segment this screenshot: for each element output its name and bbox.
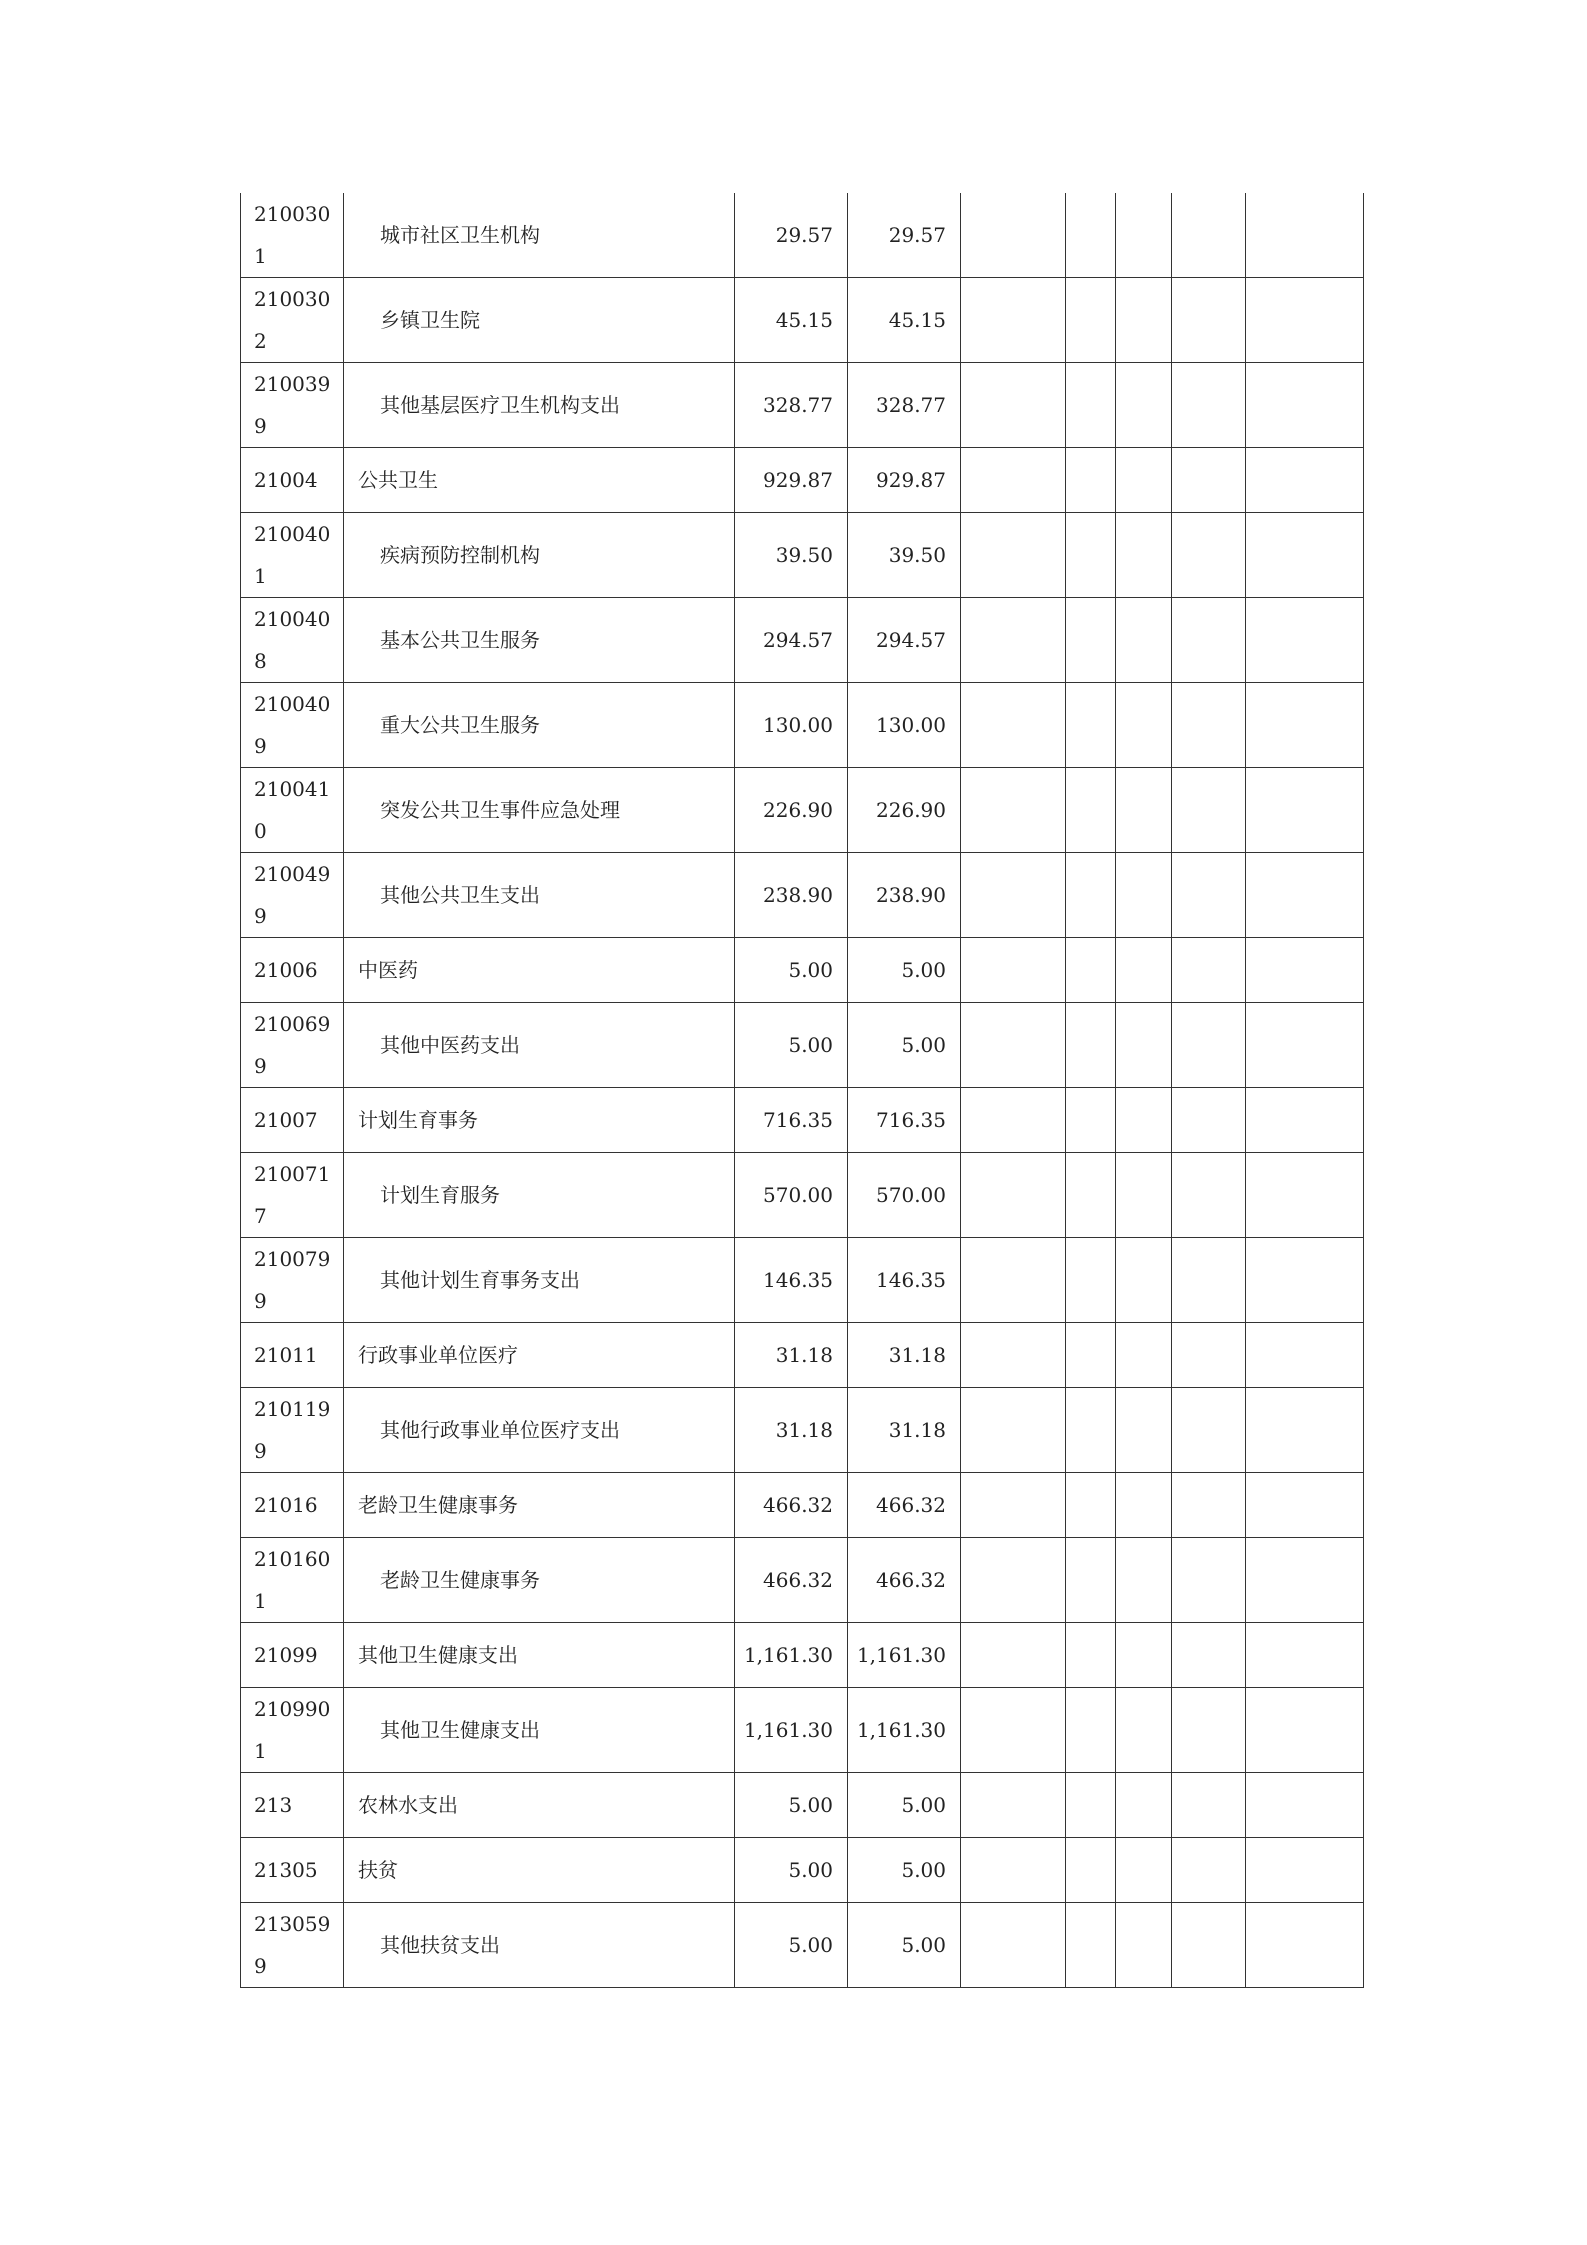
empty-cell (961, 1773, 1066, 1838)
empty-cell (1066, 448, 1116, 513)
empty-cell (1246, 1088, 1364, 1153)
empty-cell (1172, 1153, 1246, 1238)
amount-general-budget: 1,161.30 (848, 1623, 961, 1688)
subject-name: 其他公共卫生支出 (344, 853, 735, 938)
amount-total: 294.57 (735, 598, 848, 683)
subject-code: 2100409 (241, 683, 344, 768)
empty-cell (1066, 1238, 1116, 1323)
amount-total: 466.32 (735, 1538, 848, 1623)
empty-cell (1116, 193, 1172, 278)
table-row (241, 1388, 1364, 1473)
empty-cell (1246, 683, 1364, 768)
subject-code: 2100717 (241, 1153, 344, 1238)
subject-code: 2130599 (241, 1903, 344, 1988)
empty-cell (961, 1688, 1066, 1773)
empty-cell (961, 1003, 1066, 1088)
amount-total: 1,161.30 (735, 1688, 848, 1773)
table-row (241, 768, 1364, 853)
subject-name: 扶贫 (344, 1838, 735, 1903)
empty-cell (1116, 1773, 1172, 1838)
empty-cell (1172, 1773, 1246, 1838)
empty-cell (1116, 768, 1172, 853)
amount-total: 238.90 (735, 853, 848, 938)
subject-code: 21006 (241, 938, 344, 1003)
empty-cell (1116, 1538, 1172, 1623)
amount-general-budget: 45.15 (848, 278, 961, 363)
table-row (241, 1323, 1364, 1388)
empty-cell (1172, 1088, 1246, 1153)
amount-general-budget: 5.00 (848, 1003, 961, 1088)
table-row (241, 193, 1364, 278)
subject-name: 其他计划生育事务支出 (344, 1238, 735, 1323)
empty-cell (1246, 1773, 1364, 1838)
empty-cell (1246, 1538, 1364, 1623)
amount-general-budget: 5.00 (848, 1773, 961, 1838)
subject-name: 其他扶贫支出 (344, 1903, 735, 1988)
empty-cell (1246, 1323, 1364, 1388)
amount-total: 130.00 (735, 683, 848, 768)
empty-cell (1246, 853, 1364, 938)
subject-code: 2100301 (241, 193, 344, 278)
subject-name: 其他基层医疗卫生机构支出 (344, 363, 735, 448)
subject-code: 2100401 (241, 513, 344, 598)
empty-cell (1066, 1838, 1116, 1903)
subject-code: 2100408 (241, 598, 344, 683)
empty-cell (1172, 1323, 1246, 1388)
table-row (241, 448, 1364, 513)
subject-name: 农林水支出 (344, 1773, 735, 1838)
empty-cell (1246, 938, 1364, 1003)
table-row (241, 513, 1364, 598)
empty-cell (1116, 278, 1172, 363)
amount-general-budget: 466.32 (848, 1473, 961, 1538)
table-row (241, 598, 1364, 683)
empty-cell (1066, 598, 1116, 683)
empty-cell (1116, 1088, 1172, 1153)
amount-general-budget: 238.90 (848, 853, 961, 938)
empty-cell (1246, 1388, 1364, 1473)
empty-cell (1246, 1838, 1364, 1903)
empty-cell (1172, 1473, 1246, 1538)
amount-total: 1,161.30 (735, 1623, 848, 1688)
subject-name: 其他行政事业单位医疗支出 (344, 1388, 735, 1473)
amount-total: 5.00 (735, 1003, 848, 1088)
subject-name: 乡镇卫生院 (344, 278, 735, 363)
empty-cell (1246, 598, 1364, 683)
empty-cell (1116, 1838, 1172, 1903)
subject-code: 21011 (241, 1323, 344, 1388)
table-body (241, 193, 1364, 1988)
amount-total: 226.90 (735, 768, 848, 853)
amount-general-budget: 130.00 (848, 683, 961, 768)
subject-name: 基本公共卫生服务 (344, 598, 735, 683)
empty-cell (1066, 363, 1116, 448)
empty-cell (1172, 278, 1246, 363)
subject-code: 21004 (241, 448, 344, 513)
empty-cell (1116, 1003, 1172, 1088)
amount-total: 5.00 (735, 938, 848, 1003)
empty-cell (961, 683, 1066, 768)
amount-total: 570.00 (735, 1153, 848, 1238)
subject-name: 其他卫生健康支出 (344, 1623, 735, 1688)
empty-cell (1066, 1088, 1116, 1153)
empty-cell (961, 1238, 1066, 1323)
amount-general-budget: 29.57 (848, 193, 961, 278)
subject-code: 2100699 (241, 1003, 344, 1088)
table-row (241, 1238, 1364, 1323)
subject-code: 2109901 (241, 1688, 344, 1773)
empty-cell (961, 1088, 1066, 1153)
subject-name: 中医药 (344, 938, 735, 1003)
amount-general-budget: 1,161.30 (848, 1688, 961, 1773)
empty-cell (961, 278, 1066, 363)
empty-cell (1246, 768, 1364, 853)
empty-cell (961, 853, 1066, 938)
table-row (241, 1688, 1364, 1773)
amount-general-budget: 716.35 (848, 1088, 961, 1153)
empty-cell (1246, 1003, 1364, 1088)
empty-cell (1066, 1688, 1116, 1773)
empty-cell (1116, 513, 1172, 598)
empty-cell (1116, 1903, 1172, 1988)
amount-total: 29.57 (735, 193, 848, 278)
subject-name: 计划生育服务 (344, 1153, 735, 1238)
empty-cell (1066, 1003, 1116, 1088)
amount-general-budget: 5.00 (848, 1903, 961, 1988)
empty-cell (1116, 598, 1172, 683)
empty-cell (1172, 448, 1246, 513)
amount-general-budget: 226.90 (848, 768, 961, 853)
subject-name: 城市社区卫生机构 (344, 193, 735, 278)
amount-general-budget: 31.18 (848, 1323, 961, 1388)
empty-cell (1246, 1623, 1364, 1688)
empty-cell (1116, 683, 1172, 768)
amount-total: 5.00 (735, 1838, 848, 1903)
empty-cell (1116, 1473, 1172, 1538)
empty-cell (961, 768, 1066, 853)
amount-total: 328.77 (735, 363, 848, 448)
empty-cell (961, 513, 1066, 598)
amount-general-budget: 328.77 (848, 363, 961, 448)
table-row (241, 683, 1364, 768)
empty-cell (1246, 1688, 1364, 1773)
empty-cell (1246, 1473, 1364, 1538)
empty-cell (1116, 1238, 1172, 1323)
empty-cell (1172, 193, 1246, 278)
subject-name: 公共卫生 (344, 448, 735, 513)
empty-cell (1066, 683, 1116, 768)
empty-cell (1116, 1688, 1172, 1773)
subject-name: 突发公共卫生事件应急处理 (344, 768, 735, 853)
amount-total: 929.87 (735, 448, 848, 513)
table-row (241, 1538, 1364, 1623)
empty-cell (1066, 1388, 1116, 1473)
subject-name: 重大公共卫生服务 (344, 683, 735, 768)
amount-general-budget: 31.18 (848, 1388, 961, 1473)
subject-code: 2100499 (241, 853, 344, 938)
empty-cell (961, 598, 1066, 683)
empty-cell (1066, 1538, 1116, 1623)
empty-cell (961, 1538, 1066, 1623)
subject-code: 213 (241, 1773, 344, 1838)
amount-total: 716.35 (735, 1088, 848, 1153)
empty-cell (1246, 513, 1364, 598)
amount-general-budget: 294.57 (848, 598, 961, 683)
empty-cell (1172, 853, 1246, 938)
empty-cell (1172, 1003, 1246, 1088)
subject-code: 2100799 (241, 1238, 344, 1323)
empty-cell (1246, 363, 1364, 448)
table-row (241, 853, 1364, 938)
empty-cell (1116, 853, 1172, 938)
amount-total: 146.35 (735, 1238, 848, 1323)
empty-cell (1246, 193, 1364, 278)
empty-cell (1116, 938, 1172, 1003)
amount-total: 466.32 (735, 1473, 848, 1538)
amount-total: 39.50 (735, 513, 848, 598)
table-row (241, 1773, 1364, 1838)
subject-name: 其他中医药支出 (344, 1003, 735, 1088)
empty-cell (1066, 1773, 1116, 1838)
subject-name: 老龄卫生健康事务 (344, 1538, 735, 1623)
empty-cell (1172, 1903, 1246, 1988)
empty-cell (1246, 1153, 1364, 1238)
empty-cell (961, 1388, 1066, 1473)
subject-name: 行政事业单位医疗 (344, 1323, 735, 1388)
subject-code: 2101601 (241, 1538, 344, 1623)
empty-cell (961, 363, 1066, 448)
empty-cell (1066, 768, 1116, 853)
amount-general-budget: 570.00 (848, 1153, 961, 1238)
empty-cell (961, 1623, 1066, 1688)
empty-cell (1066, 1153, 1116, 1238)
table-row (241, 1903, 1364, 1988)
empty-cell (1246, 1903, 1364, 1988)
subject-name: 计划生育事务 (344, 1088, 735, 1153)
empty-cell (1172, 1238, 1246, 1323)
amount-total: 5.00 (735, 1773, 848, 1838)
empty-cell (961, 1153, 1066, 1238)
table-row (241, 278, 1364, 363)
amount-general-budget: 5.00 (848, 938, 961, 1003)
empty-cell (1172, 1388, 1246, 1473)
amount-total: 31.18 (735, 1323, 848, 1388)
amount-general-budget: 146.35 (848, 1238, 961, 1323)
empty-cell (1066, 1903, 1116, 1988)
subject-code: 21099 (241, 1623, 344, 1688)
empty-cell (1172, 1838, 1246, 1903)
empty-cell (961, 938, 1066, 1003)
empty-cell (961, 448, 1066, 513)
table-row (241, 1153, 1364, 1238)
empty-cell (1246, 278, 1364, 363)
amount-total: 45.15 (735, 278, 848, 363)
empty-cell (1172, 1538, 1246, 1623)
empty-cell (1246, 448, 1364, 513)
empty-cell (1116, 1323, 1172, 1388)
table-row (241, 1473, 1364, 1538)
empty-cell (1172, 938, 1246, 1003)
table-row (241, 938, 1364, 1003)
subject-code: 2100399 (241, 363, 344, 448)
subject-code: 21016 (241, 1473, 344, 1538)
empty-cell (1172, 1688, 1246, 1773)
amount-total: 31.18 (735, 1388, 848, 1473)
empty-cell (961, 1323, 1066, 1388)
empty-cell (1116, 1623, 1172, 1688)
empty-cell (961, 1473, 1066, 1538)
empty-cell (1116, 448, 1172, 513)
table-row (241, 1623, 1364, 1688)
empty-cell (961, 1903, 1066, 1988)
table-row (241, 1838, 1364, 1903)
subject-name: 其他卫生健康支出 (344, 1688, 735, 1773)
empty-cell (1066, 513, 1116, 598)
table-row (241, 363, 1364, 448)
amount-general-budget: 39.50 (848, 513, 961, 598)
empty-cell (1246, 1238, 1364, 1323)
empty-cell (1066, 1473, 1116, 1538)
empty-cell (1172, 768, 1246, 853)
table-row (241, 1003, 1364, 1088)
empty-cell (1172, 513, 1246, 598)
empty-cell (1116, 1388, 1172, 1473)
empty-cell (1116, 1153, 1172, 1238)
subject-code: 21007 (241, 1088, 344, 1153)
empty-cell (961, 193, 1066, 278)
subject-code: 2101199 (241, 1388, 344, 1473)
subject-name: 老龄卫生健康事务 (344, 1473, 735, 1538)
empty-cell (1066, 938, 1116, 1003)
empty-cell (1066, 1623, 1116, 1688)
empty-cell (1116, 363, 1172, 448)
empty-cell (1172, 683, 1246, 768)
subject-code: 2100410 (241, 768, 344, 853)
empty-cell (1066, 278, 1116, 363)
subject-code: 21305 (241, 1838, 344, 1903)
empty-cell (1172, 1623, 1246, 1688)
budget-table (240, 193, 1364, 1988)
empty-cell (1066, 853, 1116, 938)
amount-general-budget: 466.32 (848, 1538, 961, 1623)
empty-cell (961, 1838, 1066, 1903)
empty-cell (1172, 363, 1246, 448)
empty-cell (1172, 598, 1246, 683)
empty-cell (1066, 193, 1116, 278)
subject-code: 2100302 (241, 278, 344, 363)
subject-name: 疾病预防控制机构 (344, 513, 735, 598)
empty-cell (1066, 1323, 1116, 1388)
table-row (241, 1088, 1364, 1153)
amount-general-budget: 929.87 (848, 448, 961, 513)
amount-total: 5.00 (735, 1903, 848, 1988)
amount-general-budget: 5.00 (848, 1838, 961, 1903)
